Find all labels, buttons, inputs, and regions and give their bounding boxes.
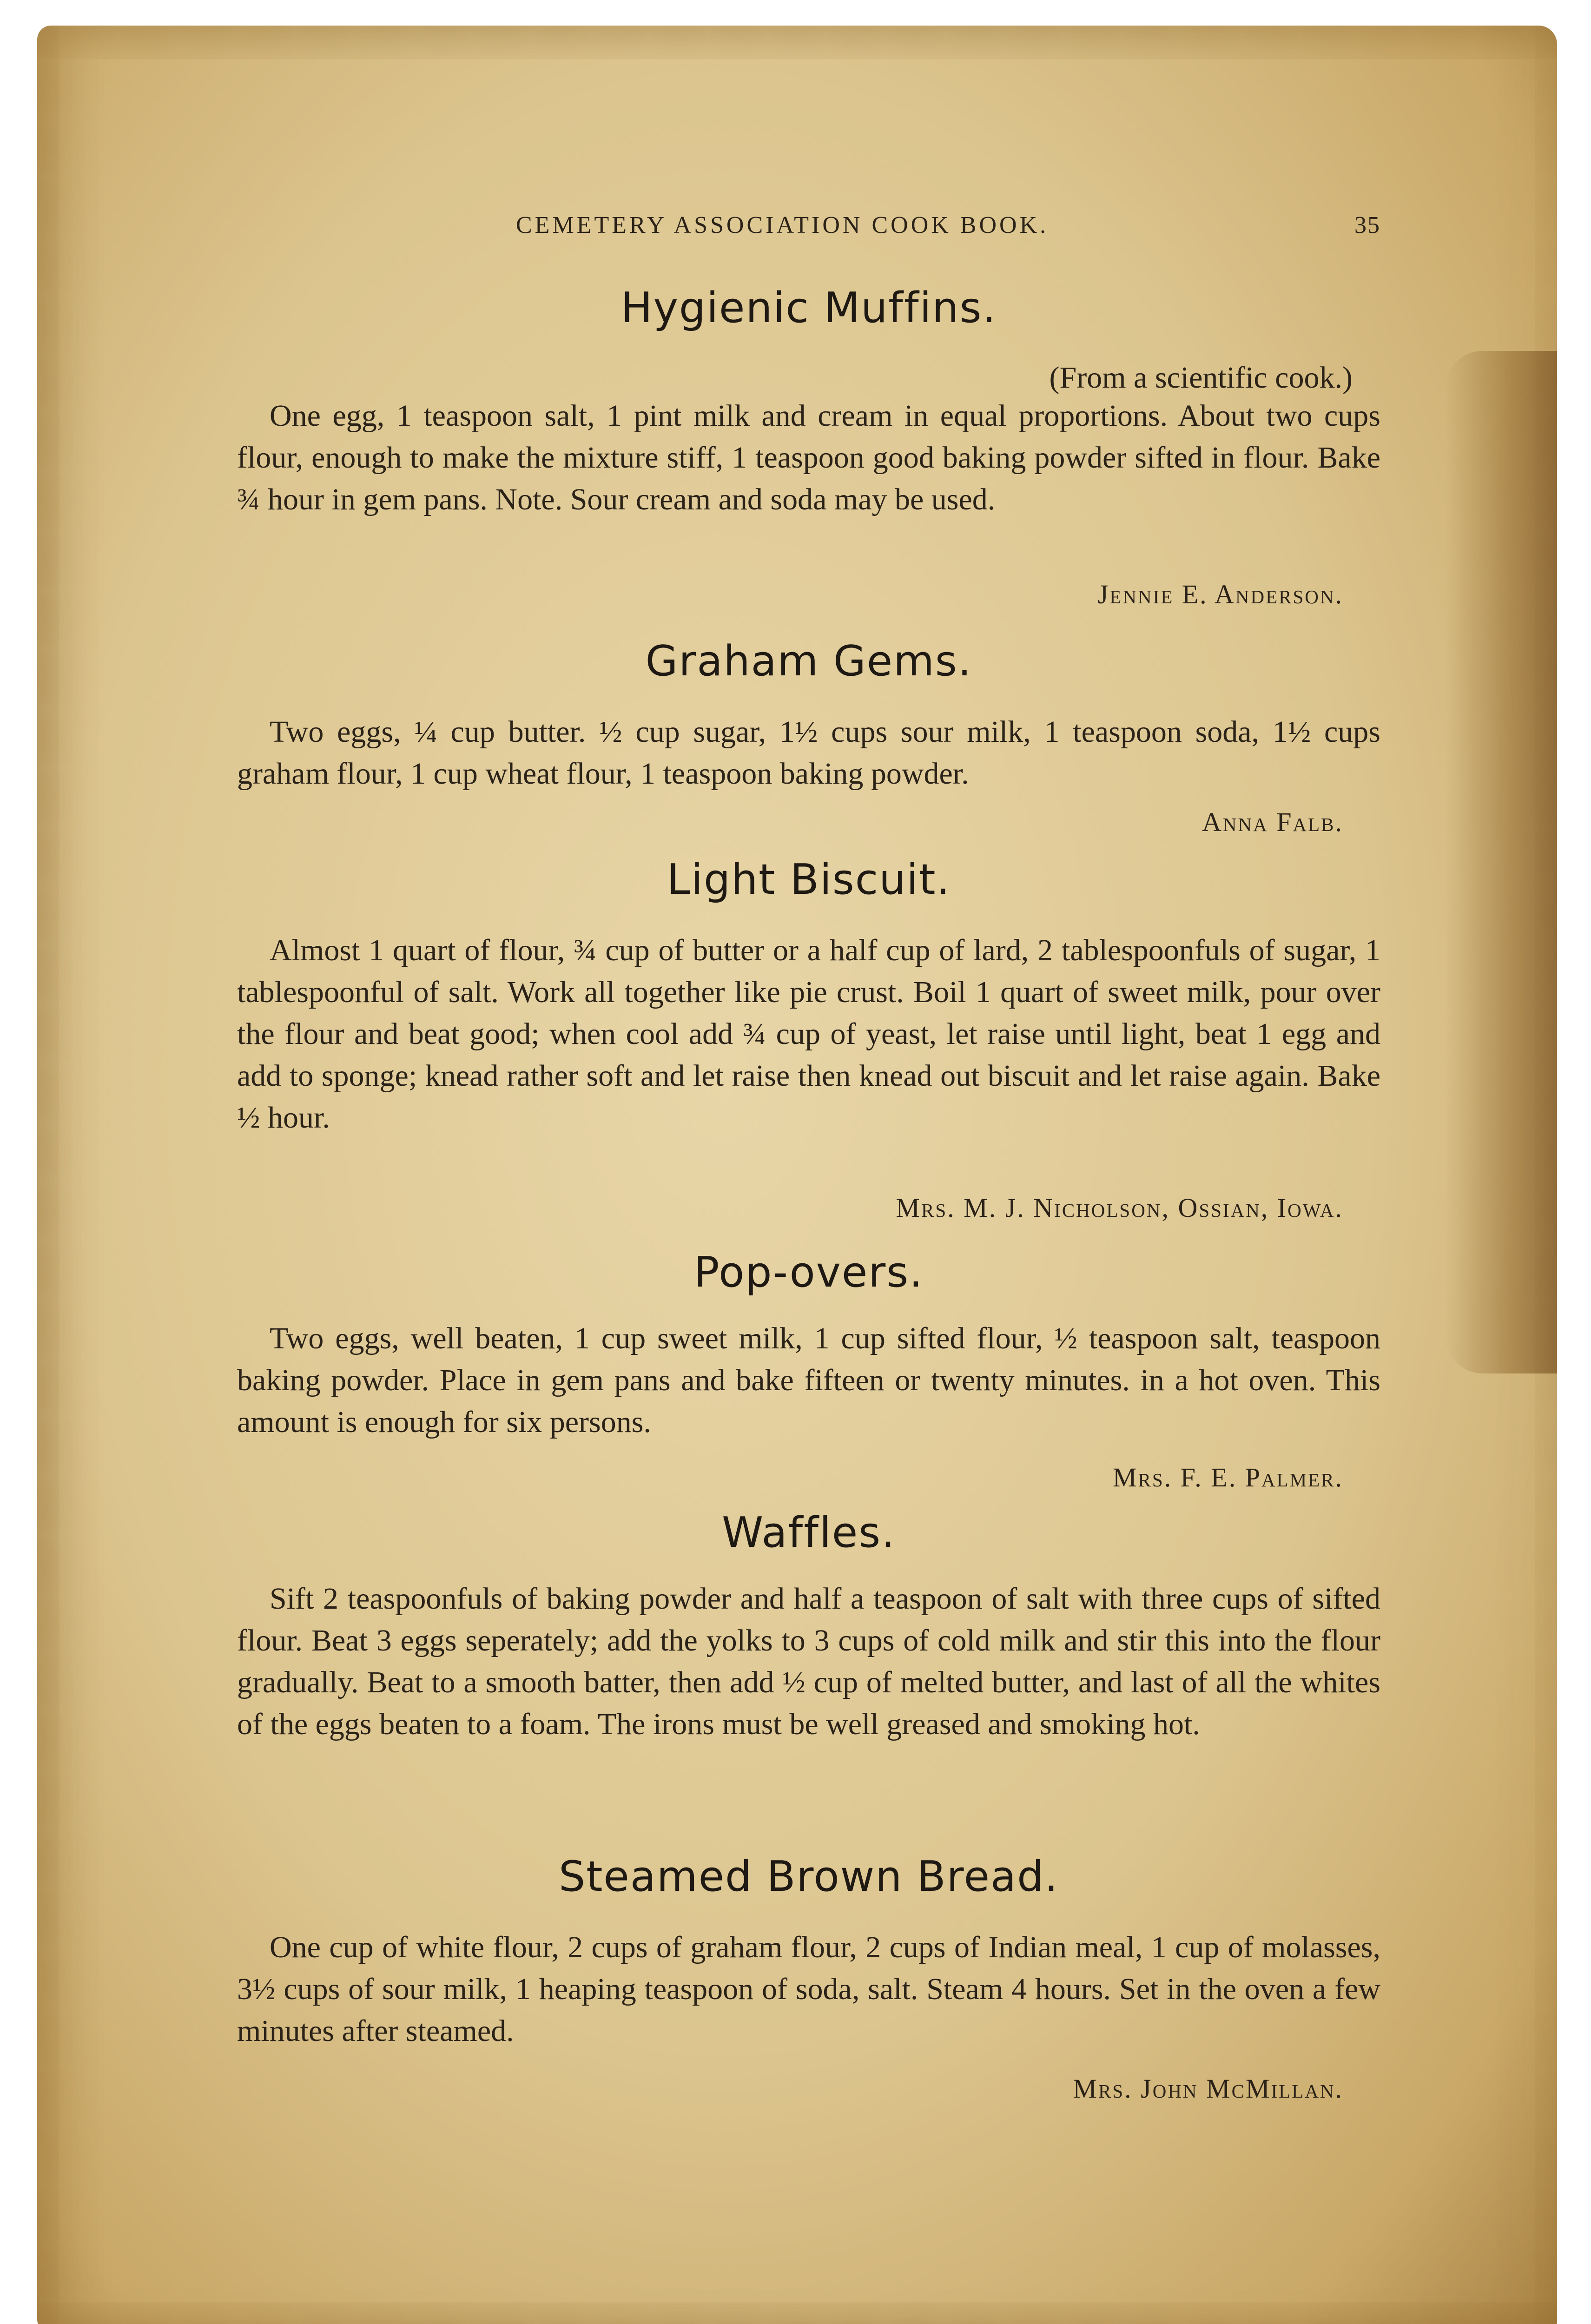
recipe-title: Light Biscuit. [667, 855, 951, 904]
recipe-author: Jennie E. Anderson. [1097, 579, 1343, 609]
recipe-author: Mrs. F. E. Palmer. [1112, 1462, 1343, 1492]
recipe-body: Two eggs, ¼ cup butter. ½ cup sugar, 1½ cups sour milk, 1 teaspoon soda, 1½ cups graham flour, 1 cup wheat flour, 1 teaspoon baking powder. [237, 715, 1380, 791]
recipe-title: Waffles. [722, 1508, 896, 1557]
recipe-body: Sift 2 teaspoonfuls of baking powder and half a teaspoon of salt with three cups of sifted flour. Beat 3 eggs seperately; add the yolks to 3 cups of cold milk and stir this into the flour gradually. Beat to a smooth batter, then add ½ cup of melted butter, and last of all the whites of the eggs beaten to a foam. The irons must be well greased and smoking hot. [237, 1582, 1380, 1741]
water-stain [1446, 351, 1557, 1373]
recipe-title: Hygienic Muffins. [621, 284, 997, 332]
page-number: 35 [1354, 212, 1380, 238]
recipe-note: (From a scientific cook.) [1049, 361, 1353, 395]
recipe-author: Anna Falb. [1202, 807, 1343, 837]
recipe-title: Steamed Brown Bread. [559, 1852, 1059, 1901]
recipe-body: One egg, 1 teaspoon salt, 1 pint milk and cream in equal proportions. About two cups flour, enough to make the mixture stiff, 1 teaspoon good baking powder sifted in flour. Bake ¾ hour in gem pans. Note. Sour cream and soda may be used. [237, 399, 1380, 516]
recipe-body: One cup of white flour, 2 cups of graham flour, 2 cups of Indian meal, 1 cup of molasses, 3½ cups of sour milk, 1 heaping teaspoon of soda, salt. Steam 4 hours. Set in the oven a few minutes after steamed. [237, 1930, 1380, 2048]
recipe-author: Mrs. M. J. Nicholson, Ossian, Iowa. [896, 1193, 1343, 1223]
recipe-body: Two eggs, well beaten, 1 cup sweet milk, 1 cup sifted flour, ½ teaspoon salt, teaspoon baking powder. Place in gem pans and bake fifteen or twenty minutes. in a hot oven. This amount is enough for six persons. [237, 1321, 1380, 1439]
recipe-author: Mrs. John McMillan. [1073, 2073, 1343, 2104]
recipe-title: Pop-overs. [694, 1248, 924, 1297]
recipe-title: Graham Gems. [645, 637, 972, 686]
recipe-body: Almost 1 quart of flour, ¾ cup of butter or a half cup of lard, 2 tablespoonfuls of sugar, 1 tablespoonful of salt. Work all together like pie crust. Boil 1 quart of sweet milk, pour over the flour and beat good; when cool add ¾ cup of yeast, let raise until light, beat 1 egg and add to sponge; knead rather soft and let raise then knead out biscuit and let raise again. Bake ½ hour. [237, 933, 1380, 1135]
running-title: CEMETERY ASSOCIATION COOK BOOK. [516, 212, 1049, 238]
